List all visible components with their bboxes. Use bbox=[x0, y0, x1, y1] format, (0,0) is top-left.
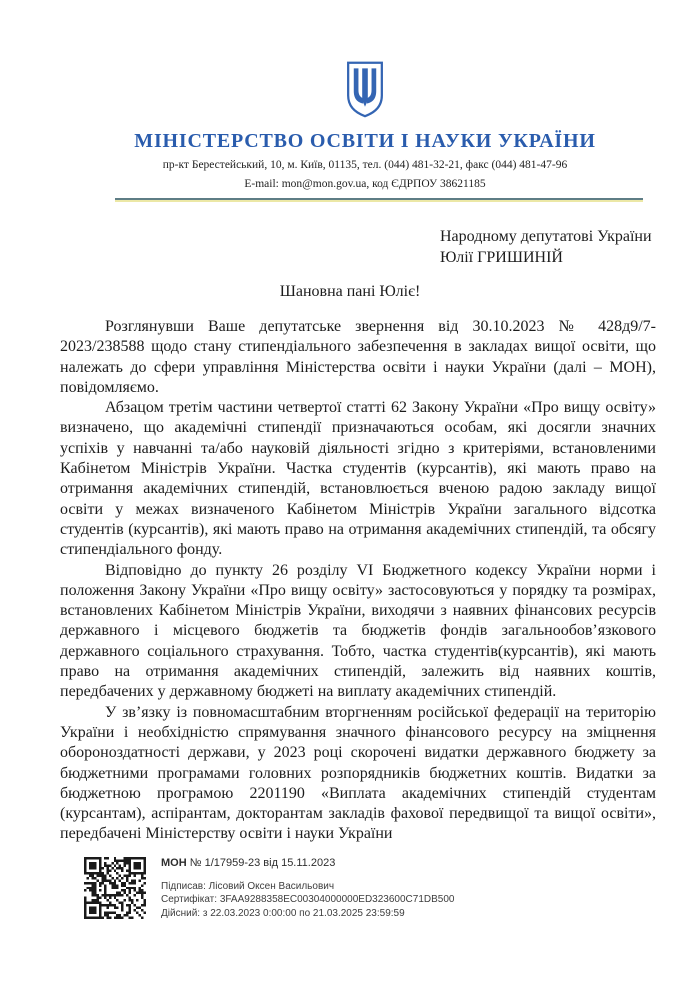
certificate-line: Сертифікат: 3FAA9288358EC00304000000ED323600C71DB500 bbox=[161, 894, 455, 906]
validity-line: Дійсний: з 22.03.2023 0:00:00 по 21.03.2025 23:59:59 bbox=[161, 907, 405, 919]
signature-footer bbox=[84, 855, 700, 921]
signature-details bbox=[161, 855, 454, 921]
body-paragraph: Розглянувши Ваше депутатське звернення від 30.10.2023 № 428д9/7-2023/238588 щодо стану стипендіального забезпечення в закладах вищої освіти, що належать до сфери управління Міністерства освіти і науки України (далі – МОН), повідомляємо. bbox=[60, 318, 656, 396]
divider-yellow-bar bbox=[115, 200, 643, 202]
ministry-contacts-line: E-mail: mon@mon.gov.ua, код ЄДРПОУ 38621185 bbox=[244, 178, 486, 190]
letterhead bbox=[0, 0, 700, 202]
letter-body bbox=[0, 317, 700, 845]
qr-code bbox=[84, 855, 146, 921]
flag-divider bbox=[115, 198, 643, 202]
recipient-name: Юлії ГРИШИНІЙ bbox=[440, 249, 563, 266]
signed-by-line: Підписав: Лісовий Оксен Васильович bbox=[161, 880, 335, 892]
ministry-title: МІНІСТЕРСТВО ОСВІТИ І НАУКИ УКРАЇНИ bbox=[134, 130, 596, 152]
recipient-block bbox=[440, 226, 700, 268]
salutation: Шановна пані Юліє! bbox=[279, 283, 421, 300]
ministry-address-line: пр-кт Берестейський, 10, м. Київ, 01135, тел. (044) 481-32-21, факс (044) 481-47-96 bbox=[162, 159, 568, 171]
body-paragraph: У зв’язку із повномасштабним вторгненням російської федерації на територію України і необхідністю спрямування значного фінансового ресурсу на зміцнення обороноздатності держави, у 2023 році скорочені видатки державного бюджету за бюджетними програмами головних розпорядників бюджетних коштів. Видатки за бюджетною програмою 2201190 «Виплата академічних стипендій студентам (курсантам), аспірантам, докторантам закладів фахової передвищої та вищої освіти», передбачені Міністерству освіти і науки України bbox=[60, 703, 656, 843]
body-paragraph: Відповідно до пункту 26 розділу VI Бюджетного кодексу України норми і положення Закону України «Про вищу освіту» застосовуються у порядку та розмірах, встановлених Кабінетом Міністрів України, виходячи з наявних фінансових ресурсів державного і місцевого бюджетів та бюджетів фондів загальнообов’язкового державного соціального страхування. Тобто, частка студентів(курсантів), які мають право на отримання академічних стипендій, залежить від наявних коштів, передбачених у державному бюджеті на виплату академічних стипендій. bbox=[60, 561, 656, 701]
ukraine-trident-emblem-icon bbox=[344, 60, 386, 118]
body-paragraph: Абзацом третім частини четвертої статті 62 Закону України «Про вищу освіту» визначено, що академічні стипендії призначаються особам, які досягли значних успіхів у навчанні та/або науковій діяльності згідно з критеріями, встановленими Кабінетом Міністрів України. Частка студентів (курсантів), які мають право на отримання академічних стипендій, встановлюється вченою радою закладу вищої освіти у межах визначеного Кабінетом Міністрів України загального відсотка студентів (курсантів), які мають право на отримання академічних стипендій, та обсягу стипендіального фонду. bbox=[60, 399, 656, 559]
doc-ref-org: МОН bbox=[161, 856, 187, 869]
doc-ref-number: № 1/17959-23 від 15.11.2023 bbox=[189, 856, 336, 869]
document-reference bbox=[161, 857, 454, 869]
recipient-role: Народному депутатові України bbox=[440, 228, 652, 245]
